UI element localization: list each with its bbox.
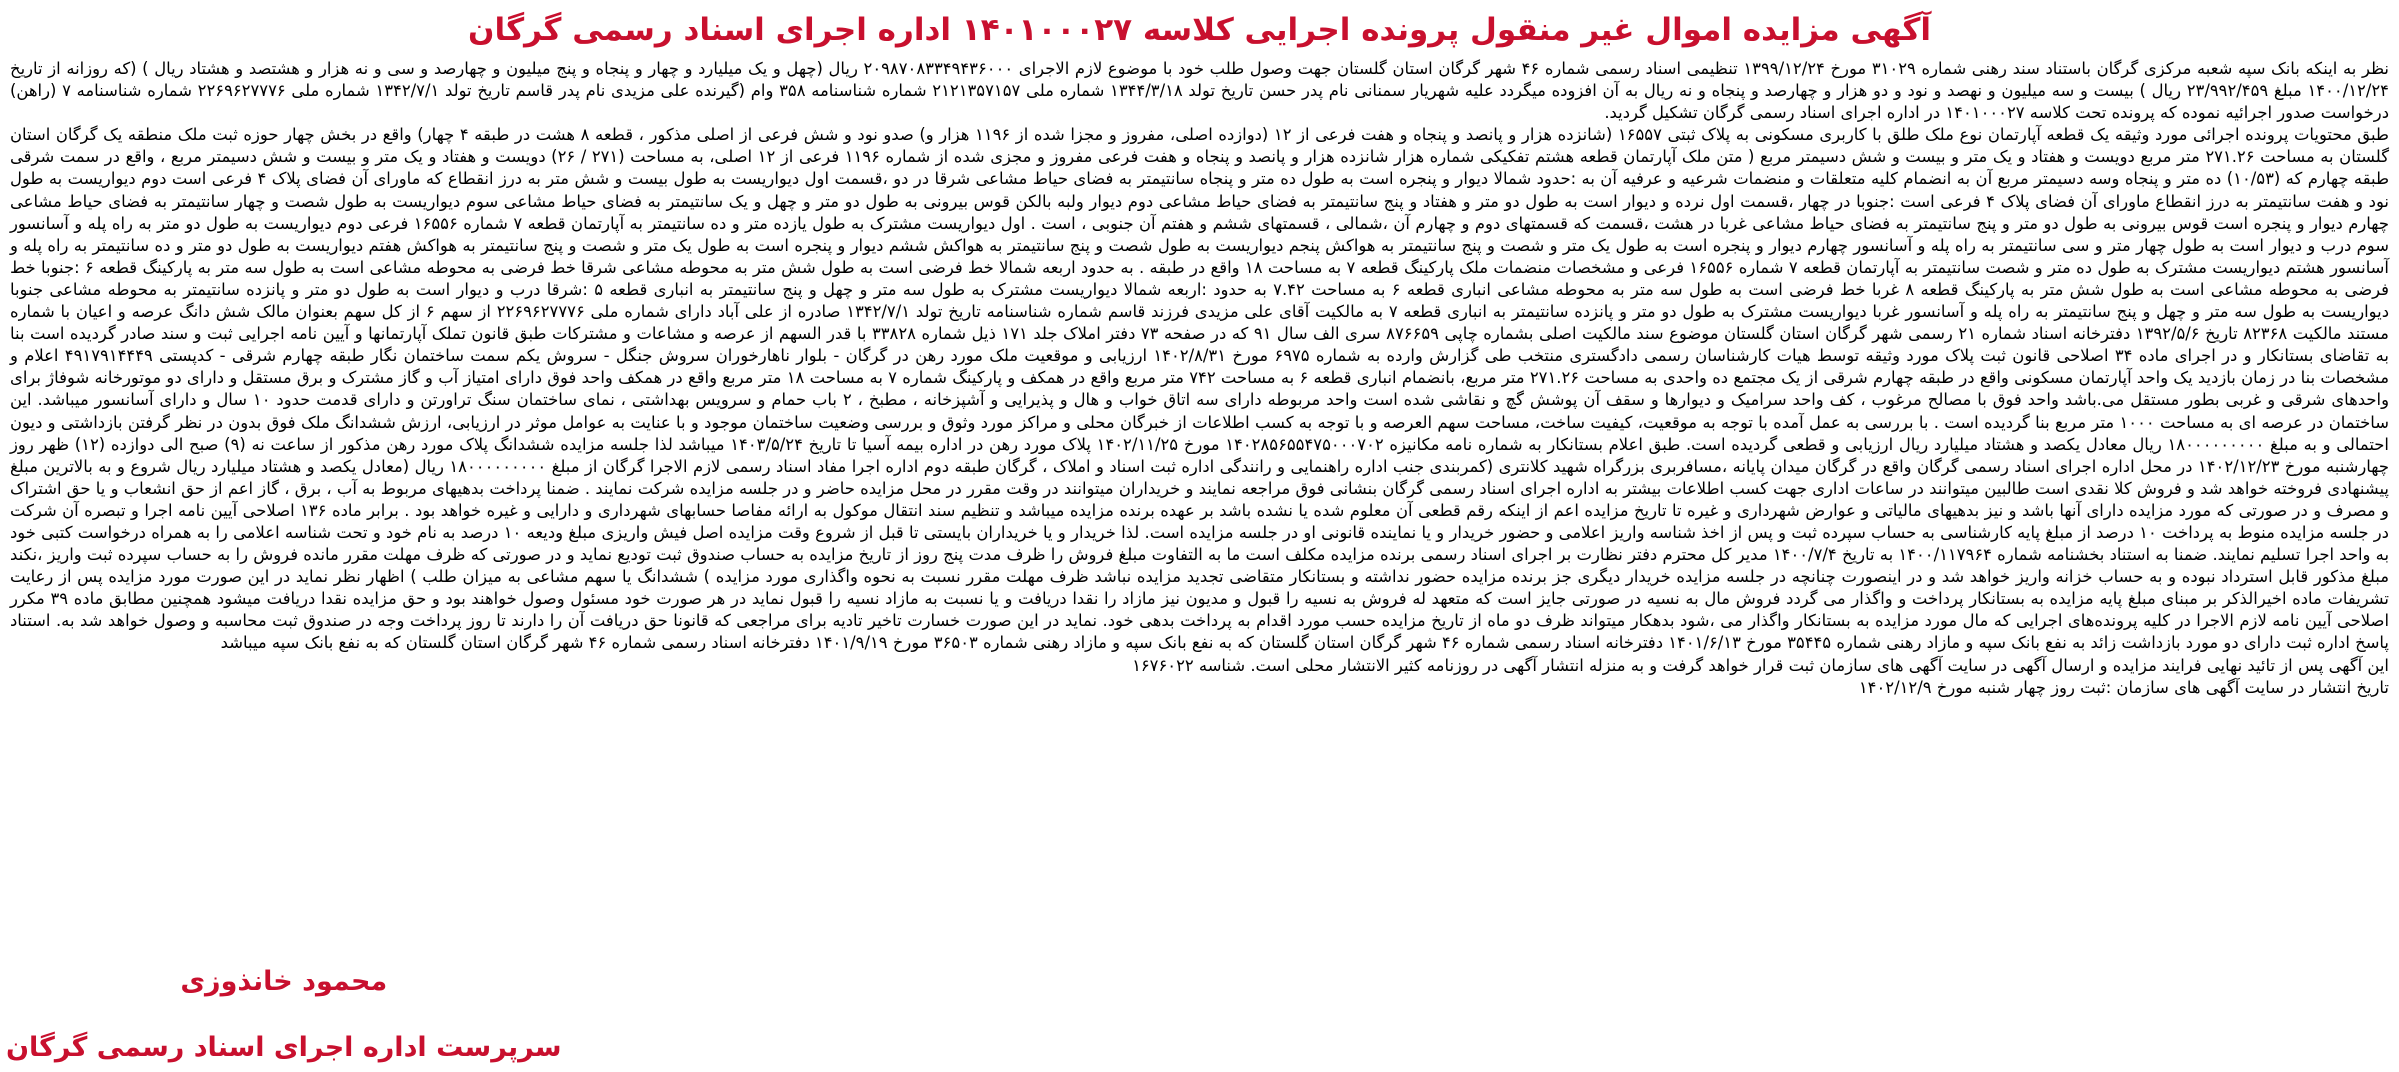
notice-paragraph-details: طبق محتویات پرونده اجرائی مورد وثیقه یک قطعه آپارتمان نوع ملک طلق با کاربری مسکونی به پلاک ثبتی ۱۶۵۵۷ (شانزده هزار و پانصد و پنجاه و هفت فرعی از ۱۲ (دوازده اصلی، مفروز و مجزا شده از ۱۱۹۶ هزار و) صدو نود و شش فرعی از اصلی مذکور ، قطعه ۸ هشت در طبقه ۴ چهار) واقع در بخش چهار حوزه ثبت ملک منطقه یک گرگان استان گلستان به مساحت ۲۷۱.۲۶ متر مربع دویست و هفتاد و یک متر و بیست و شش دسیمتر مربع ( متن ملک آپارتمان قطعه هشتم تفکیکی شماره هزار شانزده هزار و پانصد و پنجاه و هفت فرعی مفروز و مجزی شده از شماره ۱۱۹۶ فرعی از ۱۲ اصلی، به مساحت (۲۷۱ / ۲۶) دویست و هفتاد و یک متر و بیست و شش دسیمتر مربع ، واقع در سمت شرقی طبقه چهارم که (۱۰/۵۳) ده متر و پنجاه وسه دسیمتر مربع آن به انضمام کلیه متعلقات و منضمات شرعیه و عرفیه آن به :حدود شمالا دیوار و پنجره است به طول ده متر و پنجاه سانتیمتر به فضای حیاط مشاعی شرقا در دو ،قسمت اول دیواریست به طول بیست و شش متر به درز انقطاع که ماورای آن فضای پلاک ۴ فرعی است دوم دیواریست به طول نود و هفت سانتیمتر به درز انقطاع ماورای آن فضای پلاک ۴ فرعی است :جنوبا در چهار ،قسمت اول نرده و دیوار است به طول دو متر و هفتاد و پنج سانتیمتر به فضای حیاط مشاعی دوم دیوار ولبه بالکن قوس بیرونی به طول دو متر و چهل و یک سانتیمتر به فضای حیاط مشاعی سوم دیواریست به طول شصت و چهار سانتیمتر به فضای حیاط مشاعی چهارم دیوار و پنجره است قوس بیرونی به طول دو متر و پنج سانتیمتر به فضای حیاط مشاعی غربا در هشت ،قسمت که قسمتهای دوم و چهارم آن ،شمالی ، قسمتهای ششم و هفتم آن جنوبی ، است . اول دیواریست مشترک به طول یازده متر و ده سانتیمتر به آپارتمان قطعه ۷ شماره ۱۶۵۵۶ فرعی دوم دیواریست به طول دو متر به راه پله و آسانسور سوم درب و دیوار است به طول چهار متر و سی سانتیمتر به راه پله و آسانسور چهارم دیوار و پنجره است به طول یک متر و شصت و پنج سانتیمتر به هواکش پنجم دیواریست به طول شصت و پنج سانتیمتر به هواکش ششم دیوار و پنجره است به طول یک متر و شصت و پنج سانتیمتر به هواکش هفتم دیواریست به طول دو متر و ده سانتیمتر به راه پله و آسانسور هشتم دیواریست مشترک به طول ده متر و شصت سانتیمتر به آپارتمان قطعه ۷ شماره ۱۶۵۵۶ فرعی و مشخصات منضمات ملک پارکینگ قطعه ۷ به مساحت ۱۸ واقع در طبقه . به حدود اربعه شمالا خط فرضی است به طول شش متر به محوطه مشاعی شرقا خط فرضی به محوطه مشاعی است به طول سه متر به پارکینگ قطعه ۶ :جنوبا خط فرضی به محوطه مشاعی است به طول شش متر به پارکینگ قطعه ۸ غربا خط فرضی است به طول سه متر به محوطه مشاعی انباری قطعه ۶ به مساحت ۷.۴۲ به حدود :اربعه شمالا دیواریست مشترک به طول سه متر و چهل و پنج سانتیمتر به انباری قطعه ۵ :شرقا درب و دیوار است به طول دو متر و پانزده سانتیمتر به محوطه مشاعی جنوبا دیواریست به طول سه متر و چهل و پنج سانتیمتر به راه پله و آسانسور غربا دیواریست مشترک به طول دو متر و پانزده سانتیمتر به انباری قطعه ۷ به مالکیت آقای علی مزیدی فرزند قاسم شماره شناسنامه تاریخ تولد ۱۳۴۲/۷/۱ صادره از علی آباد دارای شماره ملی ۲۲۶۹۶۲۷۷۷۶ از سهم ۶ از کل سهم بعنوان مالک شش دانگ عرصه و اعیان با شماره مستند مالکیت ۸۲۳۶۸ تاریخ ۱۳۹۲/۵/۶ دفترخانه اسناد شماره ۲۱ رسمی شهر گرگان استان گلستان موضوع سند مالکیت اصلی بشماره چاپی ۸۷۶۶۵۹ سری الف سال ۹۱ که در صفحه ۷۳ دفتر املاک جلد ۱۷۱ ذیل شماره ۳۳۸۲۸ با قدر السهم از عرصه و مشاعات و مشترکات طبق قانون تملک آپارتمانها و آیین نامه اجرایی ثبت و سند صادر گردیده است بنا به تقاضای بستانکار و در اجرای ماده ۳۴ اصلاحی قانون ثبت پلاک مورد وثیقه توسط هیات کارشناسان رسمی دادگستری منتخب طی گزارش وارده به شماره ۶۹۷۵ مورخ ۱۴۰۲/۸/۳۱ ارزیابی و موقعیت ملک مورد رهن در گرگان - بلوار ناهارخوران سروش جنگل - سروش یکم سمت ساختمان نگار طبقه چهارم شرقی - کدپستی ۴۹۱۷۹۱۴۴۴۹ اعلام و مشخصات بنا در زمان بازدید یک واحد آپارتمان مسکونی واقع در طبقه چهارم شرقی از یک مجتمع ده واحدی به مساحت ۲۷۱.۲۶ متر مربع، بانضمام انباری قطعه ۶ به مساحت ۷۴۲ متر مربع واقع در همکف و پارکینگ شماره ۷ به مساحت ۱۸ متر مربع واقع در همکف واحد فوق دارای امتیاز آب و گاز مشترک و برق مستقل و دارای دو موتورخانه شوفاژ برای واحدهای شرقی و غربی بطور مستقل می.باشد واحد فوق با مصالح مرغوب ، کف واحد سرامیک و دیوارها و سقف آن پوشش گچ و نقاشی شده است واحد مربوطه دارای سه اتاق خواب و هال و پذیرایی و آشپزخانه ، مطبخ ، ۲ باب حمام و سرویس بهداشتی ، نمای ساختمان سنگ تراورتن و دارای قدمت حدود ۱۰ سال و دارای آسانسور میباشد. این ساختمان در عرصه ای به مساحت ۱۰۰۰ متر مربع بنا گردیده است . با بررسی به عمل آمده با توجه به موقعیت، کیفیت ساخت، مساحت سهم العرصه و با توجه به کسب اطلاعات از خبرگان محلی و مراکز مورد وثوق و بررسی وضعیت ساختمان موجود و با عنایت به عوامل موثر در ارزیابی، ارزش ششدانگ ملک فوق بدون در نظر گرفتن بازداشتی و دیون احتمالی و به مبلغ ۱۸۰۰۰۰۰۰۰۰۰ ریال معادل یکصد و هشتاد میلیارد ریال ارزیابی و قطعی گردیده است. طبق اعلام بستانکار به شماره نامه مکانیزه ۱۴۰۲۸۵۶۵۵۴۷۵۰۰۰۷۰۲ مورخ ۱۴۰۲/۱۱/۲۵ پلاک مورد رهن در اداره بیمه آسیا تا تاریخ ۱۴۰۳/۵/۲۴ میباشد لذا جلسه مزایده ششدانگ پلاک مورد رهن مذکور از ساعت نه (۹) صبح الی دوازده (۱۲) ظهر روز چهارشنبه مورخ ۱۴۰۲/۱۲/۲۳ در محل اداره اجرای اسناد رسمی گرگان واقع در گرگان میدان پایانه ،مسافربری بزرگراه شهید کلانتری (کمربندی جنب اداره راهنمایی و رانندگی اداره ثبت اسناد و املاک ، گرگان طبقه دوم اداره اجرا مفاد اسناد رسمی لازم الاجرا گرگان از مبلغ ۱۸۰۰۰۰۰۰۰۰۰ ریال (معادل یکصد و هشتاد میلیارد ریال شروع و به بالاترین مبلغ پیشنهادی فروخته خواهد شد و فروش کلا نقدی است طالبین میتوانند در ساعات اداری جهت کسب اطلاعات بیشتر به اداره اجرای اسناد رسمی گرگان بنشانی فوق مراجعه نمایند و خریداران میتوانند در وقت مقرر در محل مزایده حاضر و در جلسه مزایده شرکت نمایند . ضمنا پرداخت بدهیهای مربوط به آب ، برق ، گاز اعم از حق انشعاب و یا حق اشتراک و مصرف و در صورتی که مورد مزایده دارای آنها باشد و نیز بدهیهای مالیاتی و عوارض شهرداری و غیره تا تاریخ مزایده اعم از اینکه رقم قطعی آن معلوم شده یا نشده باشد بر عهده برنده مزایده میباشد و تنظیم سند انتقال موکول به ارائه مفاصا حسابهای شهرداری و دارایی و غیره خواهد بود . برابر ماده ۱۳۶ اصلاحی آیین نامه اجرا و تبصره آن شرکت در جلسه مزایده منوط به پرداخت ۱۰ درصد از مبلغ پایه کارشناسی به حساب سپرده ثبت و پس از اخذ شناسه واریز اعلامی و حضور خریدار و یا نماینده قانونی او در جلسه مزایده است. لذا خریدار و یا خریداران بایستی تا قبل از شروع وقت مزایده اصل فیش واریزی مبلغ ودیعه ۱۰ درصد به نام خود و تحت شناسه اعلامی را به همراه درخواست کتبی خود به واحد اجرا تسلیم نمایند. ضمنا به استناد بخشنامه شماره ۱۴۰۰/۱۱۷۹۶۴ به تاریخ ۱۴۰۰/۷/۴ مدیر کل محترم دفتر نظارت بر اجرای اسناد رسمی برنده مزایده مکلف است ما به التفاوت مبلغ فروش را ظرف مدت پنج روز از تاریخ مزایده به حساب صندوق ثبت تودیع نماید و در صورتی که ظرف مهلت مقرر مانده فروش را به حساب سپرده ثبت واریز ،نکند مبلغ مذکور قابل استرداد نبوده و به حساب خزانه واریز خواهد شد و در اینصورت چنانچه در جلسه مزایده خریدار دیگری جز برنده مزایده حضور نداشته و بستانکار متقاضی تجدید مزایده نباشد ظرف مهلت مقرر نسبت به نحوه واگذاری مورد مزایده ) ششدانگ یا سهم مشاعی به میزان طلب ) اظهار نظر نماید در این صورت مورد مزایده پس از رعایت تشریفات ماده اخیرالذکر بر مبنای مبلغ پایه مزایده به بستانکار پرداخت و واگذار می گردد فروش مال به نسیه در صورتی جایز است که متعهد له فروش به نسیه را قبول و مدیون نیز مازاد را نقدا دریافت و یا نسبت به مازاد نسیه را قبول نماید در هر صورت خود مسئول وصول خواهند بود و حق مزایده نقدا دریافت میشود همچنین مطابق ماده ۳۹ مکرر اصلاحی آیین نامه لازم الاجرا در کلیه پرونده‌های اجرایی که مال مورد مزایده به بستانکار واگذار می ،شود بدهکار میتواند ظرف دو ماه از تاریخ مزایده حسب مورد اقدام به پرداخت بدهی خود. نماید در این صورت خسارت تاخیر تادیه برای مراجعی که قانونا حق دریافت آن را دارند تا روز پرداخت وجه در صندوق ثبت محاسبه و وصول خواهد شد به. استناد پاسخ اداره ثبت دارای دو مورد بازداشت زائد به نفع بانک سپه و مازاد رهنی شماره ۳۵۴۴۵ مورخ ۱۴۰۱/۶/۱۳ دفترخانه اسناد رسمی شماره ۴۶ شهر گرگان استان گلستان که به نفع بانک سپه و مازاد رهنی شماره ۳۶۵۰۳ مورخ ۱۴۰۱/۹/۱۹ دفترخانه اسناد رسمی شماره ۴۶ شهر گرگان استان گلستان که به نفع بانک سپه میباشد xyxy=(10,125,2390,653)
footer-publication-note: این آگهی پس از تائید نهایی فرایند مزایده و ارسال آگهی در سایت آگهی های سازمان ثبت قرار خواهد گرفت و به منزله انتشار آگهی در روزنامه کثیر الانتشار محلی است. شناسه ۱۶۷۶۰۲۲ xyxy=(1132,655,2389,675)
signature-gap xyxy=(6,1000,562,1030)
signature-block xyxy=(6,964,562,1066)
signatory-name: محمود خانذوزی xyxy=(180,966,388,997)
signatory-title: سرپرست اداره اجرای اسناد رسمی گرگان xyxy=(6,1032,562,1063)
notice-body xyxy=(10,58,2389,655)
notice-footer xyxy=(10,655,2389,699)
footer-publication-date: تاریخ انتشار در سایت آگهی های سازمان :ثبت روز چهار شنبه مورخ ۱۴۰۲/۱۲/۹ xyxy=(1858,677,2389,697)
notice-paragraph-intro: نظر به اینکه بانک سپه شعبه مرکزی گرگان باستناد سند رهنی شماره ۳۱۰۲۹ مورخ ۱۳۹۹/۱۲/۲۴ تنظیمی اسناد رسمی شماره ۴۶ شهر گرگان استان گلستان جهت وصول طلب خود با موضوع لازم الاجرای ۲۰۹۸۷۰۸۳۳۴۹۴۳۶۰۰۰ ریال (چهل و یک میلیارد و چهار و پنجاه و پنج میلیون و چهارصد و سی و نه هزار و هشتصد و هشتاد ریال ) (که روزانه از تاریخ ۱۴۰۰/۱۲/۲۴ مبلغ ۲۳/۹۹۲/۴۵۹ ریال ) بیست و سه میلیون و نهصد و نود و دو هزار و چهارصد و پنجاه و نه ریال به آن افزوده میگردد علیه شهریار سمنانی نام پدر حسن تاریخ تولد ۱۳۴۴/۳/۱۸ شماره ملی ۲۱۲۱۳۵۷۱۵۷ شماره شناسنامه ۳۵۸ وام (گیرنده علی مزیدی نام پدر قاسم تاریخ تولد ۱۳۴۲/۷/۱ شماره ملی ۲۲۶۹۶۲۷۷۷۶ شماره شناسنامه ۷ (راهن) درخواست صدور اجرائیه نموده که پرونده تحت کلاسه ۱۴۰۱۰۰۰۲۷ در اداره اجرای اسناد رسمی گرگان تشکیل گردید. xyxy=(10,59,2389,123)
notice-title: آگهی مزایده اموال غیر منقول پرونده اجرایی کلاسه ۱۴۰۱۰۰۰۲۷ اداره اجرای اسناد رسمی گرگان xyxy=(467,12,1932,48)
